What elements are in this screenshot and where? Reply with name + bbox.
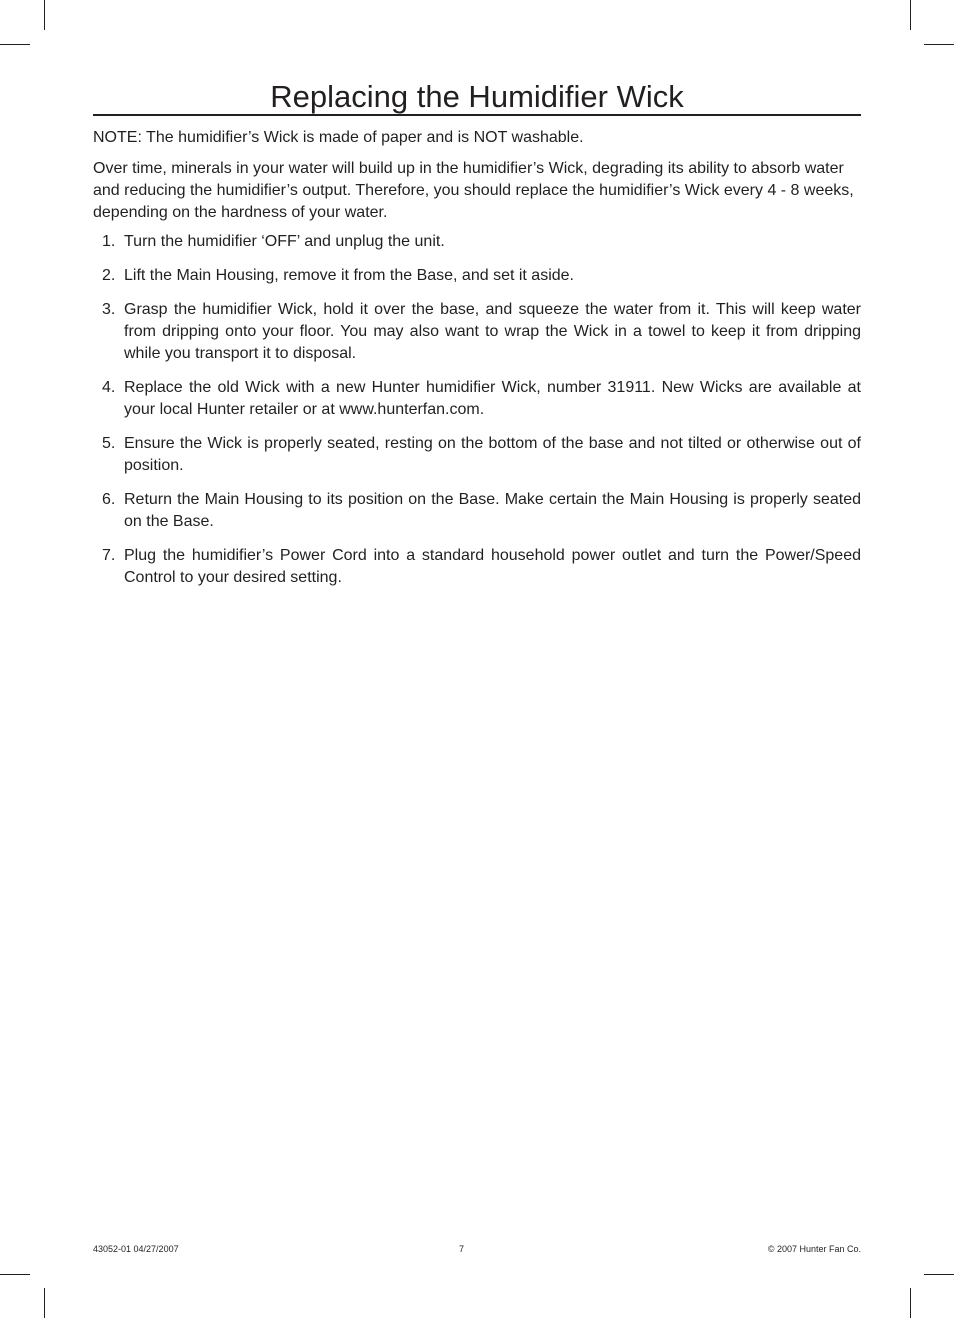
crop-mark-bottom-right-vertical bbox=[910, 1288, 911, 1318]
footer-page-number: 7 bbox=[459, 1244, 465, 1254]
step-2 bbox=[93, 265, 861, 287]
step-number: 4. bbox=[102, 379, 116, 396]
wick-note: NOTE: The humidifier’s Wick is made of paper and is NOT washable. bbox=[93, 129, 584, 146]
step-text: Grasp the humidifier Wick, hold it over the base, and squeeze the water from it. This will keep water from dripping onto your floor. You may also want to wrap the Wick in a towel to keep it from dripping while you transport it to disposal. bbox=[124, 301, 861, 362]
step-1 bbox=[93, 231, 861, 253]
step-text: Lift the Main Housing, remove it from the Base, and set it aside. bbox=[124, 267, 574, 284]
step-text: Return the Main Housing to its position on the Base. Make certain the Main Housing is properly seated on the Base. bbox=[124, 491, 861, 530]
crop-mark-bottom-left-horizontal bbox=[0, 1274, 30, 1275]
step-text: Replace the old Wick with a new Hunter humidifier Wick, number 31911. New Wicks are available at your local Hunter retailer or at www.hunterfan.com. bbox=[124, 379, 861, 418]
title-underline bbox=[93, 114, 861, 116]
step-number: 7. bbox=[102, 547, 116, 564]
step-text: Turn the humidifier ‘OFF’ and unplug the unit. bbox=[124, 233, 445, 250]
instructions-body bbox=[93, 127, 861, 601]
step-text: Ensure the Wick is properly seated, resting on the bottom of the base and not tilted or otherwise out of position. bbox=[124, 435, 861, 474]
footer-doc-code: 43052-01 04/27/2007 bbox=[93, 1244, 179, 1254]
crop-mark-top-right-horizontal bbox=[924, 44, 954, 45]
step-number: 3. bbox=[102, 301, 116, 318]
crop-mark-bottom-left-vertical bbox=[44, 1288, 45, 1318]
step-number: 5. bbox=[102, 435, 116, 452]
step-number: 1. bbox=[102, 233, 116, 250]
crop-mark-top-right-vertical bbox=[910, 0, 911, 30]
intro-paragraph: Over time, minerals in your water will build up in the humidifier’s Wick, degrading its ability to absorb water and reducing the humidifier’s output. Therefore, you should replace the humidifier’s Wick every 4 - 8 weeks, depending on the hardness of your water. bbox=[93, 160, 854, 221]
crop-mark-top-left-horizontal bbox=[0, 44, 30, 45]
step-6 bbox=[93, 489, 861, 533]
step-number: 2. bbox=[102, 267, 116, 284]
step-3 bbox=[93, 299, 861, 365]
crop-mark-bottom-right-horizontal bbox=[924, 1274, 954, 1275]
step-5 bbox=[93, 433, 861, 477]
page-title: Replacing the Humidifier Wick bbox=[270, 79, 684, 114]
step-7 bbox=[93, 545, 861, 589]
footer-copyright: © 2007 Hunter Fan Co. bbox=[767, 1244, 861, 1254]
step-number: 6. bbox=[102, 491, 116, 508]
step-text: Plug the humidifier’s Power Cord into a standard household power outlet and turn the Power/Speed Control to your desired setting. bbox=[124, 547, 861, 586]
crop-mark-top-left-vertical bbox=[44, 0, 45, 30]
step-4 bbox=[93, 377, 861, 421]
steps-list bbox=[93, 231, 861, 589]
